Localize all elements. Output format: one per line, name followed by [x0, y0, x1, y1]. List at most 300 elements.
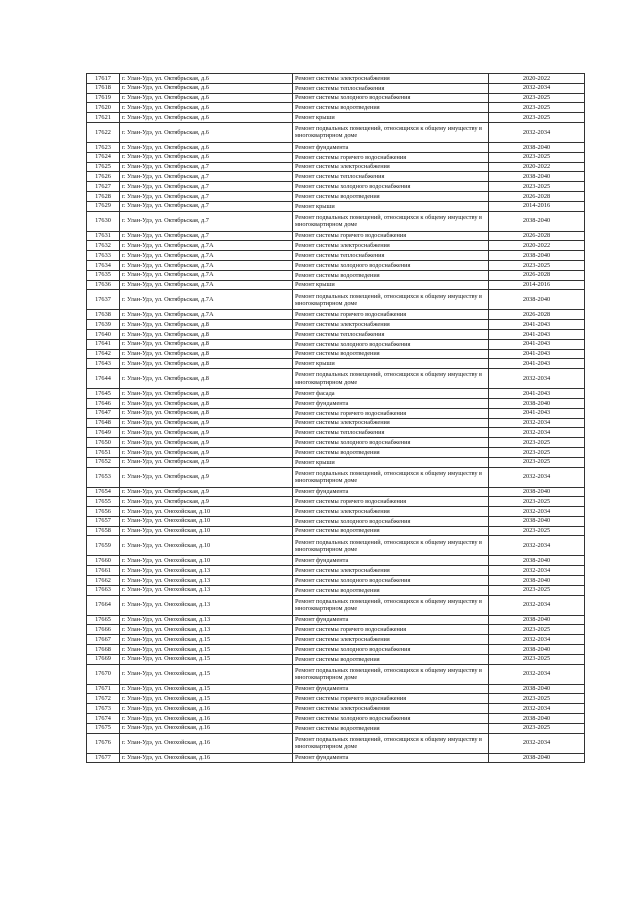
row-period: 2014-2016 [489, 201, 585, 211]
row-period: 2041-2043 [489, 339, 585, 349]
row-period: 2038-2040 [489, 487, 585, 497]
row-address: г. Улан-Удэ, ул. Онохойская, д.13 [120, 615, 293, 625]
row-work-type: Ремонт крыши [293, 457, 489, 467]
table-row [87, 733, 585, 753]
table-row [87, 260, 585, 270]
row-work-type: Ремонт системы горячего водоснабжения [293, 231, 489, 241]
table-row [87, 211, 585, 231]
row-address: г. Улан-Удэ, ул. Октябрьская, д.8 [120, 329, 293, 339]
row-work-type: Ремонт подвальных помещений, относящихся к общему имуществу в многоквартирном доме [293, 664, 489, 684]
row-number: 17651 [87, 447, 120, 457]
row-address: г. Улан-Удэ, ул. Октябрьская, д.7 [120, 211, 293, 231]
row-address: г. Улан-Удэ, ул. Онохойская, д.15 [120, 664, 293, 684]
row-period: 2023-2025 [489, 113, 585, 123]
row-address: г. Улан-Удэ, ул. Октябрьская, д.8 [120, 349, 293, 359]
row-period: 2038-2040 [489, 172, 585, 182]
row-period: 2032-2034 [489, 664, 585, 684]
table-row [87, 438, 585, 448]
row-number: 17617 [87, 74, 120, 84]
row-address: г. Улан-Удэ, ул. Онохойская, д.15 [120, 645, 293, 655]
row-work-type: Ремонт системы электроснабжения [293, 162, 489, 172]
row-period: 2041-2043 [489, 349, 585, 359]
row-number: 17618 [87, 83, 120, 93]
row-work-type: Ремонт системы электроснабжения [293, 320, 489, 330]
row-period: 2032-2034 [489, 83, 585, 93]
row-period: 2023-2025 [489, 497, 585, 507]
row-number: 17675 [87, 723, 120, 733]
row-work-type: Ремонт системы холодного водоснабжения [293, 516, 489, 526]
table-row [87, 428, 585, 438]
row-period: 2023-2025 [489, 625, 585, 635]
row-number: 17656 [87, 507, 120, 517]
row-period: 2023-2025 [489, 447, 585, 457]
table-row [87, 556, 585, 566]
row-work-type: Ремонт системы теплоснабжения [293, 172, 489, 182]
table-row [87, 684, 585, 694]
row-number: 17652 [87, 457, 120, 467]
row-work-type: Ремонт системы горячего водоснабжения [293, 625, 489, 635]
row-address: г. Улан-Удэ, ул. Октябрьская, д.6 [120, 142, 293, 152]
row-number: 17644 [87, 369, 120, 389]
row-period: 2038-2040 [489, 714, 585, 724]
table-row [87, 408, 585, 418]
row-work-type: Ремонт системы электроснабжения [293, 507, 489, 517]
row-work-type: Ремонт системы горячего водоснабжения [293, 310, 489, 320]
row-work-type: Ремонт системы электроснабжения [293, 418, 489, 428]
row-number: 17671 [87, 684, 120, 694]
table-row [87, 753, 585, 763]
row-work-type: Ремонт системы холодного водоснабжения [293, 576, 489, 586]
row-address: г. Улан-Удэ, ул. Октябрьская, д.7 [120, 172, 293, 182]
row-period: 2020-2022 [489, 162, 585, 172]
row-work-type: Ремонт системы водоотведения [293, 723, 489, 733]
row-number: 17641 [87, 339, 120, 349]
table-row [87, 635, 585, 645]
row-number: 17668 [87, 645, 120, 655]
row-address: г. Улан-Удэ, ул. Октябрьская, д.8 [120, 408, 293, 418]
table-row [87, 310, 585, 320]
row-work-type: Ремонт системы водоотведения [293, 654, 489, 664]
row-address: г. Улан-Удэ, ул. Октябрьская, д.7 [120, 191, 293, 201]
row-work-type: Ремонт фундамента [293, 753, 489, 763]
row-address: г. Улан-Удэ, ул. Октябрьская, д.8 [120, 320, 293, 330]
row-number: 17665 [87, 615, 120, 625]
table-row [87, 576, 585, 586]
row-period: 2020-2022 [489, 74, 585, 84]
row-address: г. Улан-Удэ, ул. Онохойская, д.16 [120, 704, 293, 714]
table-row [87, 516, 585, 526]
row-address: г. Улан-Удэ, ул. Онохойская, д.10 [120, 536, 293, 556]
row-period: 2038-2040 [489, 556, 585, 566]
row-work-type: Ремонт системы горячего водоснабжения [293, 694, 489, 704]
row-period: 2038-2040 [489, 516, 585, 526]
row-work-type: Ремонт системы холодного водоснабжения [293, 339, 489, 349]
row-address: г. Улан-Удэ, ул. Октябрьская, д.7 [120, 231, 293, 241]
row-period: 2023-2025 [489, 585, 585, 595]
row-work-type: Ремонт системы водоотведения [293, 349, 489, 359]
row-number: 17663 [87, 585, 120, 595]
row-work-type: Ремонт системы электроснабжения [293, 635, 489, 645]
row-address: г. Улан-Удэ, ул. Онохойская, д.13 [120, 595, 293, 615]
table-row [87, 625, 585, 635]
row-number: 17625 [87, 162, 120, 172]
row-number: 17626 [87, 172, 120, 182]
row-address: г. Улан-Удэ, ул. Октябрьская, д.7А [120, 280, 293, 290]
table-row [87, 536, 585, 556]
row-address: г. Улан-Удэ, ул. Октябрьская, д.7А [120, 270, 293, 280]
row-number: 17647 [87, 408, 120, 418]
row-period: 2014-2016 [489, 280, 585, 290]
row-work-type: Ремонт системы водоотведения [293, 191, 489, 201]
row-period: 2023-2025 [489, 654, 585, 664]
row-address: г. Улан-Удэ, ул. Октябрьская, д.8 [120, 389, 293, 399]
row-address: г. Улан-Удэ, ул. Октябрьская, д.9 [120, 438, 293, 448]
table-row [87, 320, 585, 330]
row-number: 17657 [87, 516, 120, 526]
row-number: 17642 [87, 349, 120, 359]
row-number: 17643 [87, 359, 120, 369]
row-address: г. Улан-Удэ, ул. Октябрьская, д.9 [120, 467, 293, 487]
row-address: г. Улан-Удэ, ул. Октябрьская, д.9 [120, 428, 293, 438]
table-row [87, 280, 585, 290]
row-address: г. Улан-Удэ, ул. Октябрьская, д.9 [120, 487, 293, 497]
row-period: 2038-2040 [489, 753, 585, 763]
row-work-type: Ремонт фундамента [293, 142, 489, 152]
repair-schedule-table [86, 73, 585, 763]
row-period: 2032-2034 [489, 635, 585, 645]
table-body [87, 74, 585, 763]
row-address: г. Улан-Удэ, ул. Онохойская, д.15 [120, 694, 293, 704]
row-number: 17631 [87, 231, 120, 241]
row-period: 2023-2025 [489, 152, 585, 162]
row-period: 2032-2034 [489, 369, 585, 389]
table-row [87, 339, 585, 349]
row-work-type: Ремонт системы холодного водоснабжения [293, 438, 489, 448]
row-address: г. Улан-Удэ, ул. Онохойская, д.13 [120, 566, 293, 576]
row-period: 2020-2022 [489, 241, 585, 251]
table-row [87, 231, 585, 241]
table-row [87, 162, 585, 172]
table-row [87, 172, 585, 182]
row-period: 2032-2034 [489, 704, 585, 714]
row-period: 2032-2034 [489, 418, 585, 428]
row-number: 17623 [87, 142, 120, 152]
table-row [87, 93, 585, 103]
row-period: 2038-2040 [489, 576, 585, 586]
row-work-type: Ремонт подвальных помещений, относящихся к общему имуществу в многоквартирном доме [293, 211, 489, 231]
row-address: г. Улан-Удэ, ул. Октябрьская, д.7А [120, 241, 293, 251]
table-row [87, 595, 585, 615]
row-address: г. Улан-Удэ, ул. Октябрьская, д.7 [120, 182, 293, 192]
row-period: 2032-2034 [489, 122, 585, 142]
row-work-type: Ремонт системы холодного водоснабжения [293, 182, 489, 192]
table-row [87, 723, 585, 733]
row-address: г. Улан-Удэ, ул. Октябрьская, д.6 [120, 93, 293, 103]
row-period: 2032-2034 [489, 566, 585, 576]
row-work-type: Ремонт крыши [293, 359, 489, 369]
row-work-type: Ремонт подвальных помещений, относящихся к общему имуществу в многоквартирном доме [293, 467, 489, 487]
row-number: 17637 [87, 290, 120, 310]
row-number: 17638 [87, 310, 120, 320]
row-number: 17639 [87, 320, 120, 330]
row-work-type: Ремонт системы теплоснабжения [293, 251, 489, 261]
row-period: 2026-2028 [489, 231, 585, 241]
row-number: 17646 [87, 398, 120, 408]
table-row [87, 507, 585, 517]
row-number: 17674 [87, 714, 120, 724]
row-period: 2023-2025 [489, 93, 585, 103]
row-work-type: Ремонт системы теплоснабжения [293, 329, 489, 339]
row-address: г. Улан-Удэ, ул. Онохойская, д.13 [120, 576, 293, 586]
row-work-type: Ремонт системы водоотведения [293, 270, 489, 280]
row-address: г. Улан-Удэ, ул. Октябрьская, д.6 [120, 74, 293, 84]
table-row [87, 329, 585, 339]
table-row [87, 654, 585, 664]
row-work-type: Ремонт системы водоотведения [293, 447, 489, 457]
row-number: 17635 [87, 270, 120, 280]
row-work-type: Ремонт крыши [293, 280, 489, 290]
row-address: г. Улан-Удэ, ул. Онохойская, д.16 [120, 753, 293, 763]
row-work-type: Ремонт подвальных помещений, относящихся к общему имуществу в многоквартирном доме [293, 290, 489, 310]
row-period: 2038-2040 [489, 684, 585, 694]
row-work-type: Ремонт системы теплоснабжения [293, 83, 489, 93]
table-row [87, 142, 585, 152]
row-number: 17645 [87, 389, 120, 399]
row-address: г. Улан-Удэ, ул. Онохойская, д.15 [120, 635, 293, 645]
row-number: 17620 [87, 103, 120, 113]
row-number: 17658 [87, 526, 120, 536]
row-work-type: Ремонт крыши [293, 113, 489, 123]
table-row [87, 103, 585, 113]
table-row [87, 457, 585, 467]
row-work-type: Ремонт системы холодного водоснабжения [293, 260, 489, 270]
row-work-type: Ремонт системы электроснабжения [293, 704, 489, 714]
table-row [87, 122, 585, 142]
row-number: 17633 [87, 251, 120, 261]
row-period: 2038-2040 [489, 398, 585, 408]
row-number: 17677 [87, 753, 120, 763]
row-work-type: Ремонт системы холодного водоснабжения [293, 93, 489, 103]
row-number: 17621 [87, 113, 120, 123]
row-work-type: Ремонт системы теплоснабжения [293, 428, 489, 438]
table-row [87, 704, 585, 714]
row-number: 17629 [87, 201, 120, 211]
row-number: 17630 [87, 211, 120, 231]
row-address: г. Улан-Удэ, ул. Октябрьская, д.6 [120, 83, 293, 93]
row-work-type: Ремонт системы водоотведения [293, 526, 489, 536]
table-row [87, 182, 585, 192]
table-row [87, 270, 585, 280]
row-number: 17659 [87, 536, 120, 556]
table-row [87, 113, 585, 123]
row-number: 17648 [87, 418, 120, 428]
row-address: г. Улан-Удэ, ул. Октябрьская, д.6 [120, 113, 293, 123]
row-number: 17667 [87, 635, 120, 645]
row-period: 2038-2040 [489, 251, 585, 261]
row-number: 17628 [87, 191, 120, 201]
row-period: 2026-2028 [489, 270, 585, 280]
row-period: 2032-2034 [489, 467, 585, 487]
row-address: г. Улан-Удэ, ул. Октябрьская, д.7А [120, 310, 293, 320]
row-period: 2026-2028 [489, 310, 585, 320]
row-period: 2032-2034 [489, 595, 585, 615]
row-work-type: Ремонт системы электроснабжения [293, 566, 489, 576]
table-row [87, 389, 585, 399]
row-address: г. Улан-Удэ, ул. Онохойская, д.13 [120, 625, 293, 635]
row-work-type: Ремонт системы холодного водоснабжения [293, 645, 489, 655]
row-number: 17670 [87, 664, 120, 684]
table-row [87, 369, 585, 389]
row-address: г. Улан-Удэ, ул. Октябрьская, д.6 [120, 103, 293, 113]
row-address: г. Улан-Удэ, ул. Октябрьская, д.9 [120, 497, 293, 507]
row-work-type: Ремонт системы водоотведения [293, 103, 489, 113]
row-address: г. Улан-Удэ, ул. Онохойская, д.10 [120, 516, 293, 526]
row-work-type: Ремонт системы холодного водоснабжения [293, 714, 489, 724]
row-number: 17655 [87, 497, 120, 507]
row-number: 17661 [87, 566, 120, 576]
row-period: 2041-2043 [489, 389, 585, 399]
row-number: 17649 [87, 428, 120, 438]
table-row [87, 83, 585, 93]
row-period: 2041-2043 [489, 359, 585, 369]
row-address: г. Улан-Удэ, ул. Октябрьская, д.6 [120, 152, 293, 162]
row-address: г. Улан-Удэ, ул. Октябрьская, д.7А [120, 260, 293, 270]
table-row [87, 74, 585, 84]
row-period: 2023-2025 [489, 260, 585, 270]
row-address: г. Улан-Удэ, ул. Октябрьская, д.7 [120, 201, 293, 211]
row-period: 2023-2025 [489, 182, 585, 192]
row-address: г. Улан-Удэ, ул. Онохойская, д.10 [120, 507, 293, 517]
row-number: 17660 [87, 556, 120, 566]
row-work-type: Ремонт подвальных помещений, относящихся к общему имуществу в многоквартирном доме [293, 536, 489, 556]
table-row [87, 645, 585, 655]
row-period: 2023-2025 [489, 103, 585, 113]
row-address: г. Улан-Удэ, ул. Октябрьская, д.7А [120, 251, 293, 261]
row-work-type: Ремонт фундамента [293, 684, 489, 694]
row-address: г. Улан-Удэ, ул. Октябрьская, д.9 [120, 418, 293, 428]
table-row [87, 447, 585, 457]
row-address: г. Улан-Удэ, ул. Октябрьская, д.9 [120, 447, 293, 457]
row-address: г. Улан-Удэ, ул. Онохойская, д.15 [120, 654, 293, 664]
row-period: 2026-2028 [489, 191, 585, 201]
row-address: г. Улан-Удэ, ул. Октябрьская, д.8 [120, 369, 293, 389]
row-address: г. Улан-Удэ, ул. Онохойская, д.16 [120, 714, 293, 724]
row-work-type: Ремонт подвальных помещений, относящихся к общему имуществу в многоквартирном доме [293, 595, 489, 615]
row-period: 2023-2025 [489, 723, 585, 733]
row-work-type: Ремонт системы электроснабжения [293, 74, 489, 84]
row-period: 2041-2043 [489, 320, 585, 330]
table-row [87, 497, 585, 507]
row-address: г. Улан-Удэ, ул. Онохойская, д.16 [120, 723, 293, 733]
table-row [87, 694, 585, 704]
row-address: г. Улан-Удэ, ул. Октябрьская, д.6 [120, 122, 293, 142]
table-row [87, 714, 585, 724]
row-work-type: Ремонт фасада [293, 389, 489, 399]
row-period: 2032-2034 [489, 507, 585, 517]
table-row [87, 349, 585, 359]
row-number: 17632 [87, 241, 120, 251]
row-period: 2041-2043 [489, 408, 585, 418]
row-period: 2038-2040 [489, 142, 585, 152]
row-address: г. Улан-Удэ, ул. Онохойская, д.10 [120, 556, 293, 566]
row-number: 17673 [87, 704, 120, 714]
table-row [87, 585, 585, 595]
table-row [87, 191, 585, 201]
row-period: 2038-2040 [489, 645, 585, 655]
row-address: г. Улан-Удэ, ул. Октябрьская, д.8 [120, 398, 293, 408]
row-work-type: Ремонт системы горячего водоснабжения [293, 152, 489, 162]
row-number: 17627 [87, 182, 120, 192]
row-period: 2023-2025 [489, 457, 585, 467]
row-period: 2032-2034 [489, 733, 585, 753]
row-address: г. Улан-Удэ, ул. Октябрьская, д.7 [120, 162, 293, 172]
row-work-type: Ремонт системы электроснабжения [293, 241, 489, 251]
row-number: 17640 [87, 329, 120, 339]
table-row [87, 467, 585, 487]
row-work-type: Ремонт системы горячего водоснабжения [293, 408, 489, 418]
row-address: г. Улан-Удэ, ул. Октябрьская, д.9 [120, 457, 293, 467]
row-work-type: Ремонт фундамента [293, 487, 489, 497]
row-period: 2023-2025 [489, 526, 585, 536]
row-period: 2041-2043 [489, 329, 585, 339]
row-number: 17624 [87, 152, 120, 162]
row-number: 17619 [87, 93, 120, 103]
table-row [87, 241, 585, 251]
row-address: г. Улан-Удэ, ул. Октябрьская, д.8 [120, 339, 293, 349]
table-row [87, 418, 585, 428]
table-row [87, 566, 585, 576]
row-number: 17653 [87, 467, 120, 487]
table-row [87, 664, 585, 684]
row-number: 17662 [87, 576, 120, 586]
row-number: 17666 [87, 625, 120, 635]
table-row [87, 615, 585, 625]
row-number: 17636 [87, 280, 120, 290]
row-work-type: Ремонт фундамента [293, 615, 489, 625]
row-address: г. Улан-Удэ, ул. Октябрьская, д.8 [120, 359, 293, 369]
table-row [87, 398, 585, 408]
row-number: 17622 [87, 122, 120, 142]
row-work-type: Ремонт подвальных помещений, относящихся к общему имуществу в многоквартирном доме [293, 733, 489, 753]
table-row [87, 201, 585, 211]
table-row [87, 526, 585, 536]
row-period: 2032-2034 [489, 536, 585, 556]
row-number: 17676 [87, 733, 120, 753]
row-period: 2023-2025 [489, 438, 585, 448]
table-row [87, 152, 585, 162]
row-number: 17664 [87, 595, 120, 615]
row-work-type: Ремонт крыши [293, 201, 489, 211]
row-period: 2038-2040 [489, 211, 585, 231]
row-number: 17654 [87, 487, 120, 497]
row-address: г. Улан-Удэ, ул. Онохойская, д.15 [120, 684, 293, 694]
row-period: 2032-2034 [489, 428, 585, 438]
row-work-type: Ремонт подвальных помещений, относящихся к общему имуществу в многоквартирном доме [293, 369, 489, 389]
row-work-type: Ремонт системы водоотведения [293, 585, 489, 595]
row-number: 17650 [87, 438, 120, 448]
row-address: г. Улан-Удэ, ул. Онохойская, д.13 [120, 585, 293, 595]
row-number: 17634 [87, 260, 120, 270]
row-work-type: Ремонт системы горячего водоснабжения [293, 497, 489, 507]
table-row [87, 251, 585, 261]
row-work-type: Ремонт фундамента [293, 398, 489, 408]
row-work-type: Ремонт фундамента [293, 556, 489, 566]
row-address: г. Улан-Удэ, ул. Октябрьская, д.7А [120, 290, 293, 310]
row-period: 2038-2040 [489, 615, 585, 625]
table-row [87, 487, 585, 497]
row-number: 17672 [87, 694, 120, 704]
row-number: 17669 [87, 654, 120, 664]
